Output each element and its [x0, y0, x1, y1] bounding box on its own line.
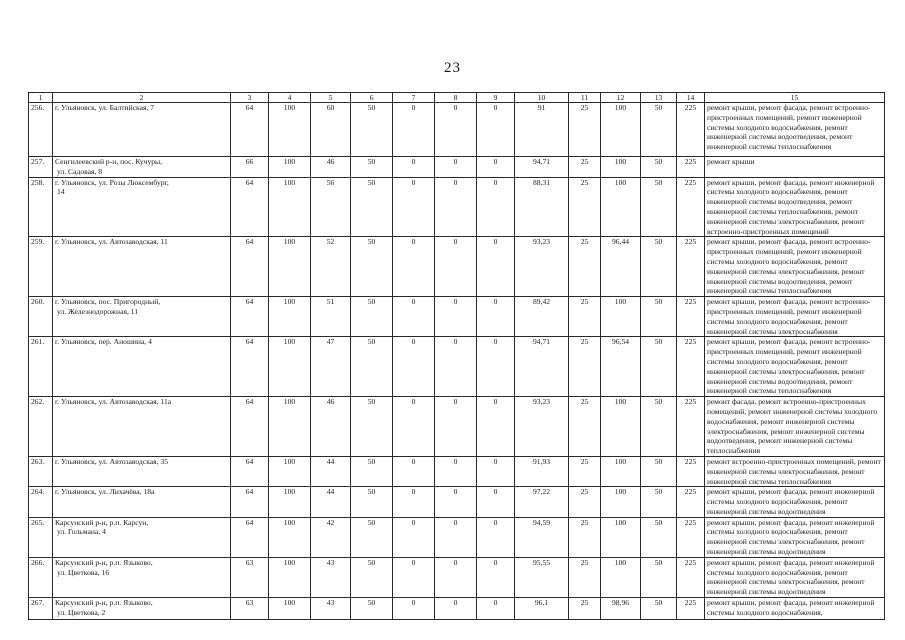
value-cell-c8: 0	[435, 456, 477, 486]
column-header-6: 6	[351, 93, 393, 103]
value-cell-c7: 0	[393, 557, 435, 597]
value-cell-c7: 0	[393, 157, 435, 178]
works-cell: ремонт крыши, ремонт фасада, ремонт инженерной системы холодного водоснабжения, ремонт инженерной системы электроснабжения, ремонт инженерной системы водоотведения	[705, 517, 885, 557]
value-cell-c12: 100	[601, 557, 641, 597]
value-cell-c8: 0	[435, 487, 477, 517]
value-cell-c11: 25	[569, 557, 601, 597]
value-cell-c8: 0	[435, 237, 477, 297]
value-cell-c4: 100	[269, 337, 311, 397]
value-cell-c8: 0	[435, 297, 477, 337]
row-number: 259.	[29, 237, 53, 297]
address-line: г. Ульяновск, ул. Автозаводская, 11	[55, 237, 168, 247]
value-cell-c8: 0	[435, 598, 477, 620]
value-cell-c10: 95,55	[515, 557, 569, 597]
value-cell-c13: 50	[641, 557, 677, 597]
works-cell: ремонт встроенно-пристроенных помещений, ремонт инженерной системы электроснабжения, ремонт инженерной системы теплоснабжения	[705, 456, 885, 486]
value-cell-c6: 50	[351, 517, 393, 557]
table-row	[29, 598, 885, 620]
value-cell-c6: 50	[351, 598, 393, 620]
row-number: 263.	[29, 456, 53, 486]
column-header-13: 13	[641, 93, 677, 103]
table-row	[29, 237, 885, 297]
column-header-12: 12	[601, 93, 641, 103]
value-cell-c5: 44	[311, 487, 351, 517]
value-cell-c10: 93,23	[515, 397, 569, 457]
row-number: 267.	[29, 598, 53, 620]
value-cell-c9: 0	[477, 237, 515, 297]
value-cell-c7: 0	[393, 177, 435, 237]
value-cell-c7: 0	[393, 237, 435, 297]
value-cell-c11: 25	[569, 397, 601, 457]
value-cell-c13: 50	[641, 337, 677, 397]
value-cell-c13: 50	[641, 517, 677, 557]
column-header-8: 8	[435, 93, 477, 103]
value-cell-c13: 50	[641, 487, 677, 517]
value-cell-c9: 0	[477, 487, 515, 517]
value-cell-c11: 25	[569, 237, 601, 297]
row-number: 265.	[29, 517, 53, 557]
table-row	[29, 397, 885, 457]
value-cell-c6: 50	[351, 297, 393, 337]
address-cell	[53, 397, 231, 457]
value-cell-c5: 47	[311, 337, 351, 397]
works-cell: ремонт фасада, ремонт встроенно-пристроенных помещений, ремонт инженерной системы холодного водоснабжения, ремонт инженерной системы электроснабжения, ремонт инженерной системы водоотведения, ремонт инженерной системы теплоснабжения	[705, 397, 885, 457]
address-cell	[53, 557, 231, 597]
works-cell: ремонт крыши, ремонт фасада, ремонт встроенно-пристроенных помещений, ремонт инженерной системы холодного водоснабжения, ремонт инженерной системы электроснабжения, ремонт инженерной системы водоотведения, ремонт инженерной системы теплоснабжения	[705, 337, 885, 397]
value-cell-c11: 25	[569, 337, 601, 397]
value-cell-c13: 50	[641, 297, 677, 337]
table-row	[29, 157, 885, 178]
value-cell-c9: 0	[477, 517, 515, 557]
value-cell-c8: 0	[435, 517, 477, 557]
value-cell-c12: 100	[601, 103, 641, 157]
value-cell-c6: 50	[351, 157, 393, 178]
table-row	[29, 297, 885, 337]
value-cell-c9: 0	[477, 297, 515, 337]
column-header-4: 4	[269, 93, 311, 103]
value-cell-c12: 100	[601, 397, 641, 457]
value-cell-c4: 100	[269, 297, 311, 337]
value-cell-c4: 100	[269, 517, 311, 557]
table-row	[29, 557, 885, 597]
column-header-3: 3	[231, 93, 269, 103]
works-cell: ремонт крыши, ремонт фасада, ремонт встроенно-пристроенных помещений, ремонт инженерной системы холодного водоснабжения, ремонт инженерной системы электроснабжения	[705, 297, 885, 337]
value-cell-c3: 63	[231, 598, 269, 620]
row-number: 264.	[29, 487, 53, 517]
column-header-15: 15	[705, 93, 885, 103]
value-cell-c3: 64	[231, 487, 269, 517]
table-row	[29, 177, 885, 237]
value-cell-c7: 0	[393, 337, 435, 397]
value-cell-c11: 25	[569, 157, 601, 178]
value-cell-c14: 225	[677, 456, 705, 486]
address-cell	[53, 157, 231, 178]
works-cell: ремонт крыши	[705, 157, 885, 178]
value-cell-c13: 50	[641, 456, 677, 486]
table-row	[29, 456, 885, 486]
column-header-7: 7	[393, 93, 435, 103]
value-cell-c7: 0	[393, 297, 435, 337]
value-cell-c12: 100	[601, 517, 641, 557]
value-cell-c6: 50	[351, 397, 393, 457]
value-cell-c12: 100	[601, 157, 641, 178]
value-cell-c12: 100	[601, 297, 641, 337]
value-cell-c14: 225	[677, 157, 705, 178]
value-cell-c3: 64	[231, 456, 269, 486]
value-cell-c14: 225	[677, 397, 705, 457]
page-number: 23	[444, 60, 461, 76]
column-number-row	[29, 93, 885, 103]
address-cell	[53, 517, 231, 557]
value-cell-c11: 25	[569, 487, 601, 517]
value-cell-c3: 64	[231, 517, 269, 557]
value-cell-c13: 50	[641, 103, 677, 157]
value-cell-c10: 91,93	[515, 456, 569, 486]
value-cell-c5: 56	[311, 177, 351, 237]
table-row	[29, 487, 885, 517]
table-row	[29, 103, 885, 157]
value-cell-c9: 0	[477, 157, 515, 178]
value-cell-c14: 225	[677, 103, 705, 157]
value-cell-c5: 43	[311, 598, 351, 620]
value-cell-c3: 66	[231, 157, 269, 178]
address-cell	[53, 103, 231, 157]
value-cell-c10: 88,31	[515, 177, 569, 237]
value-cell-c10: 94,71	[515, 337, 569, 397]
value-cell-c8: 0	[435, 337, 477, 397]
value-cell-c4: 100	[269, 103, 311, 157]
works-cell: ремонт крыши, ремонт фасада, ремонт встроенно-пристроенных помещений, ремонт инженерной системы холодного водоснабжения, ремонт инженерной системы водоотведения, ремонт инженерной системы теплоснабжения	[705, 103, 885, 157]
address-cell	[53, 177, 231, 237]
value-cell-c11: 25	[569, 177, 601, 237]
address-cell	[53, 337, 231, 397]
value-cell-c14: 225	[677, 487, 705, 517]
value-cell-c4: 100	[269, 557, 311, 597]
value-cell-c3: 64	[231, 297, 269, 337]
address-cell	[53, 297, 231, 337]
value-cell-c4: 100	[269, 397, 311, 457]
address-line: г. Ульяновск, ул. Розы Люксембург,	[55, 177, 169, 187]
value-cell-c5: 60	[311, 103, 351, 157]
row-number: 261.	[29, 337, 53, 397]
address-line: г. Ульяновск, ул. Балтийская, 7	[55, 103, 155, 112]
value-cell-c7: 0	[393, 487, 435, 517]
value-cell-c11: 25	[569, 297, 601, 337]
value-cell-c10: 94,59	[515, 517, 569, 557]
value-cell-c10: 89,42	[515, 297, 569, 337]
address-line: Карсунский р-н, р.п. Языково,	[55, 598, 153, 608]
value-cell-c14: 225	[677, 297, 705, 337]
address-line: 14	[57, 187, 65, 197]
value-cell-c10: 93,23	[515, 237, 569, 297]
address-cell	[53, 598, 231, 620]
value-cell-c5: 44	[311, 456, 351, 486]
address-line: г. Ульяновск, пер. Аношина, 4	[55, 337, 152, 347]
value-cell-c13: 50	[641, 177, 677, 237]
value-cell-c7: 0	[393, 517, 435, 557]
value-cell-c11: 25	[569, 103, 601, 157]
value-cell-c4: 100	[269, 237, 311, 297]
address-cell	[53, 456, 231, 486]
value-cell-c11: 25	[569, 456, 601, 486]
value-cell-c4: 100	[269, 598, 311, 620]
value-cell-c8: 0	[435, 557, 477, 597]
value-cell-c14: 225	[677, 337, 705, 397]
value-cell-c4: 100	[269, 487, 311, 517]
value-cell-c10: 94,71	[515, 157, 569, 178]
value-cell-c7: 0	[393, 598, 435, 620]
value-cell-c3: 63	[231, 557, 269, 597]
value-cell-c8: 0	[435, 177, 477, 237]
value-cell-c14: 225	[677, 598, 705, 620]
address-line: г. Ульяновск, ул. Автозаводская, 11а	[55, 397, 172, 407]
row-number: 256.	[29, 103, 53, 157]
column-header-5: 5	[311, 93, 351, 103]
value-cell-c14: 225	[677, 557, 705, 597]
row-number: 258.	[29, 177, 53, 237]
value-cell-c12: 100	[601, 487, 641, 517]
value-cell-c7: 0	[393, 103, 435, 157]
value-cell-c7: 0	[393, 456, 435, 486]
value-cell-c13: 50	[641, 598, 677, 620]
value-cell-c5: 43	[311, 557, 351, 597]
works-cell: ремонт крыши, ремонт фасада, ремонт инженерной системы холодного водоснабжения, ремонт инженерной системы электроснабжения, ремонт инженерной системы водоотведения	[705, 557, 885, 597]
value-cell-c13: 50	[641, 397, 677, 457]
value-cell-c3: 64	[231, 397, 269, 457]
address-line: ул. Цветкова, 2	[57, 607, 106, 617]
column-header-11: 11	[569, 93, 601, 103]
row-number: 260.	[29, 297, 53, 337]
column-header-10: 10	[515, 93, 569, 103]
value-cell-c9: 0	[477, 397, 515, 457]
register-table	[28, 92, 885, 620]
value-cell-c5: 42	[311, 517, 351, 557]
value-cell-c12: 98,96	[601, 598, 641, 620]
value-cell-c13: 50	[641, 157, 677, 178]
row-number: 266.	[29, 557, 53, 597]
value-cell-c10: 96,1	[515, 598, 569, 620]
works-cell: ремонт крыши, ремонт фасада, ремонт инженерной системы холодного водоснабжения, ремонт инженерной системы водоотведения	[705, 487, 885, 517]
address-line: г. Ульяновск, ул. Лихачёва, 18а	[55, 487, 155, 497]
value-cell-c4: 100	[269, 177, 311, 237]
value-cell-c5: 51	[311, 297, 351, 337]
value-cell-c3: 64	[231, 103, 269, 157]
value-cell-c9: 0	[477, 337, 515, 397]
value-cell-c6: 50	[351, 337, 393, 397]
value-cell-c9: 0	[477, 598, 515, 620]
value-cell-c6: 50	[351, 557, 393, 597]
value-cell-c7: 0	[393, 397, 435, 457]
column-header-1: 1	[29, 93, 53, 103]
value-cell-c11: 25	[569, 517, 601, 557]
value-cell-c6: 50	[351, 177, 393, 237]
value-cell-c10: 97,22	[515, 487, 569, 517]
address-line: ул. Садовая, 8	[57, 166, 103, 176]
value-cell-c13: 50	[641, 237, 677, 297]
value-cell-c9: 0	[477, 177, 515, 237]
value-cell-c12: 100	[601, 456, 641, 486]
address-line: ул. Железнодорожная, 11	[57, 306, 139, 316]
row-number: 257.	[29, 157, 53, 178]
value-cell-c6: 50	[351, 456, 393, 486]
column-header-2: 2	[53, 93, 231, 103]
address-cell	[53, 487, 231, 517]
address-line: г. Ульяновск, ул. Автозаводская, 35	[55, 456, 169, 466]
value-cell-c5: 46	[311, 397, 351, 457]
value-cell-c6: 50	[351, 237, 393, 297]
value-cell-c3: 64	[231, 177, 269, 237]
works-cell: ремонт крыши, ремонт фасада, ремонт инженерной системы холодного водоснабжения,	[705, 598, 885, 620]
address-line: ул. Гольмана, 4	[57, 527, 106, 537]
value-cell-c6: 50	[351, 487, 393, 517]
address-line: ул. Цветкова, 16	[57, 567, 110, 577]
value-cell-c4: 100	[269, 157, 311, 178]
table-row	[29, 517, 885, 557]
value-cell-c3: 64	[231, 237, 269, 297]
address-line: Сенгилеевский р-н, пос. Кучуры,	[55, 157, 163, 166]
value-cell-c10: 91	[515, 103, 569, 157]
works-cell: ремонт крыши, ремонт фасада, ремонт встроенно-пристроенных помещений, ремонт инженерной системы холодного водоснабжения, ремонт инженерной системы электроснабжения, ремонт инженерной системы водоотведения, ремонт инженерной системы теплоснабжения	[705, 237, 885, 297]
value-cell-c4: 100	[269, 456, 311, 486]
value-cell-c9: 0	[477, 557, 515, 597]
value-cell-c9: 0	[477, 103, 515, 157]
value-cell-c11: 25	[569, 598, 601, 620]
value-cell-c9: 0	[477, 456, 515, 486]
value-cell-c6: 50	[351, 103, 393, 157]
address-line: Карсунский р-н, р.п. Карсун,	[55, 517, 149, 527]
value-cell-c8: 0	[435, 157, 477, 178]
value-cell-c8: 0	[435, 103, 477, 157]
address-line: г. Ульяновск, пос. Пригородный,	[55, 297, 161, 307]
value-cell-c5: 52	[311, 237, 351, 297]
value-cell-c14: 225	[677, 517, 705, 557]
value-cell-c12: 100	[601, 177, 641, 237]
works-cell: ремонт крыши, ремонт фасада, ремонт инженерной системы холодного водоснабжения, ремонт инженерной системы водоотведения, ремонт инженерной системы теплоснабжения, ремонт инженерной системы электроснабжения, ремонт встроенно-пристроенных помещений	[705, 177, 885, 237]
value-cell-c12: 96,44	[601, 237, 641, 297]
value-cell-c5: 46	[311, 157, 351, 178]
table-row	[29, 337, 885, 397]
address-cell	[53, 237, 231, 297]
value-cell-c12: 96,54	[601, 337, 641, 397]
column-header-9: 9	[477, 93, 515, 103]
column-header-14: 14	[677, 93, 705, 103]
value-cell-c14: 225	[677, 237, 705, 297]
row-number: 262.	[29, 397, 53, 457]
address-line: Карсунский р-н, р.п. Языково,	[55, 557, 153, 567]
value-cell-c8: 0	[435, 397, 477, 457]
value-cell-c14: 225	[677, 177, 705, 237]
value-cell-c3: 64	[231, 337, 269, 397]
